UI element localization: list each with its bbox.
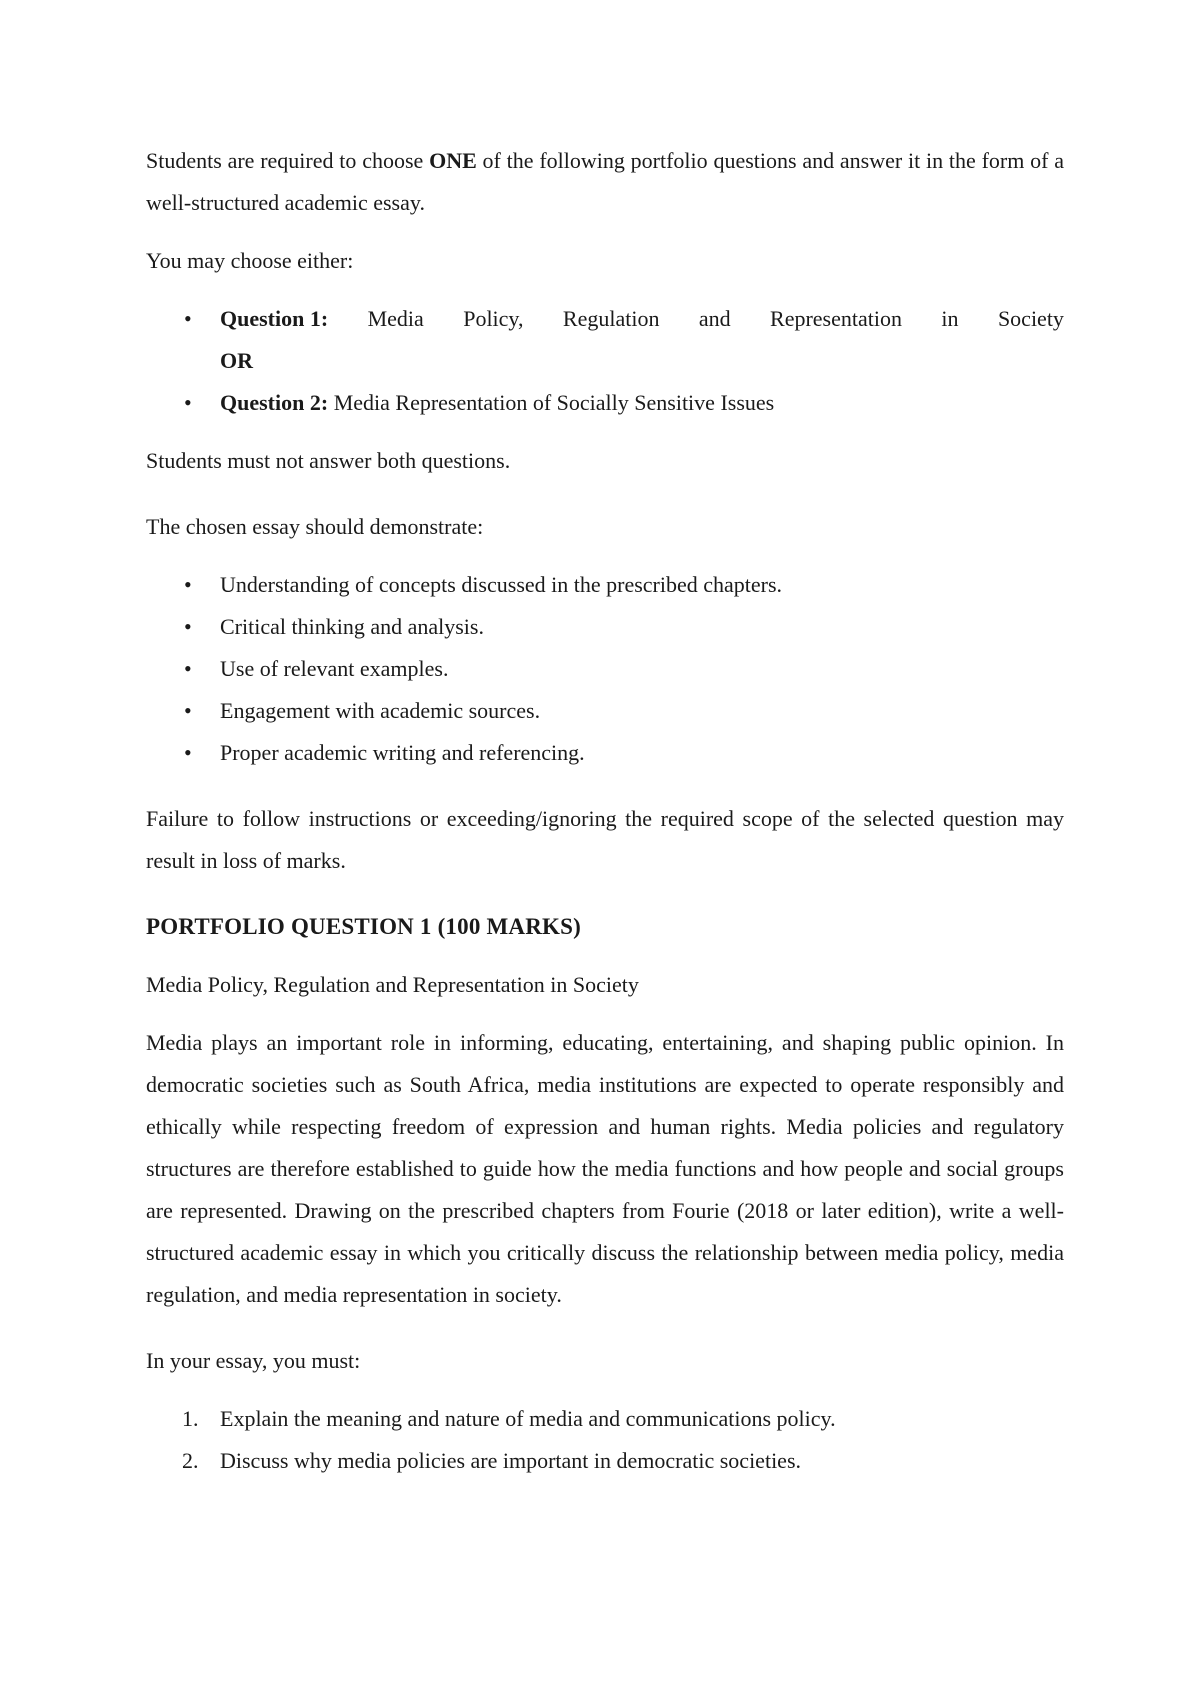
- document-page: [146, 140, 1064, 1482]
- task-text: Discuss why media policies are important in democratic societies.: [220, 1448, 802, 1473]
- option-question-1-line: [220, 298, 1064, 340]
- option-word: Media: [367, 306, 424, 331]
- option-question-1-label: • Question 1:: [220, 306, 329, 331]
- task-list: [146, 1398, 1064, 1482]
- option-question-2-label: Question 2:: [220, 390, 329, 415]
- must-intro: In your essay, you must:: [146, 1348, 361, 1373]
- portfolio-body: Media plays an important role in informing, educating, entertaining, and shaping public opinion. In democratic societies such as South Africa, media institutions are expected to operate responsibly and ethically while respecting freedom of expression and human rights. Media policies and regulatory structures are therefore established to guide how the media functions and how people and social groups are represented. Drawing on the prescribed chapters from Fourie (2018 or later edition), write a well-structured academic essay in which you critically discuss the relationship between media policy, media regulation, and media representation in society.: [146, 1030, 1064, 1307]
- option-word: Representation: [770, 306, 902, 331]
- option-word: Policy,: [463, 306, 524, 331]
- intro-paragraph: [146, 140, 1064, 224]
- option-word: and: [698, 306, 731, 331]
- intro-text-start: Students are required to choose: [146, 148, 430, 173]
- intro-text-end: of the following portfolio questions and answer it in the form of a well-structured academic essay.: [146, 148, 1064, 215]
- criteria-item: • Proper academic writing and referencing.: [146, 732, 1064, 774]
- demonstrate-intro: The chosen essay should demonstrate:: [146, 514, 484, 539]
- task-text: Explain the meaning and nature of media and communications policy.: [220, 1406, 836, 1431]
- intro-emphasis: ONE: [429, 148, 477, 173]
- question-options-list: [146, 298, 1064, 424]
- option-question-2: [146, 382, 1064, 424]
- not-both-note: Students must not answer both questions.: [146, 448, 511, 473]
- task-item: [146, 1440, 1064, 1482]
- criteria-item: • Critical thinking and analysis.: [146, 606, 1064, 648]
- option-question-2-text: Media Representation of Socially Sensitive Issues: [328, 390, 775, 415]
- portfolio-heading: PORTFOLIO QUESTION 1 (100 MARKS): [146, 914, 581, 939]
- criteria-list: [146, 564, 1064, 774]
- criteria-item: • Use of relevant examples.: [146, 648, 1064, 690]
- task-number: 2.: [182, 1448, 199, 1473]
- option-word: Regulation: [562, 306, 660, 331]
- option-or-label: OR: [220, 348, 253, 373]
- failure-note: Failure to follow instructions or exceeding/ignoring the required scope of the selected question may result in loss of marks.: [146, 806, 1064, 873]
- option-word: in: [941, 306, 959, 331]
- choose-line: You may choose either:: [146, 248, 354, 273]
- task-number: 1.: [182, 1406, 199, 1431]
- portfolio-subtitle: Media Policy, Regulation and Representation in Society: [146, 972, 639, 997]
- option-word: Society: [997, 306, 1064, 331]
- option-question-1: [146, 298, 1064, 382]
- task-item: [146, 1398, 1064, 1440]
- criteria-item: • Engagement with academic sources.: [146, 690, 1064, 732]
- criteria-item: • Understanding of concepts discussed in the prescribed chapters.: [146, 564, 1064, 606]
